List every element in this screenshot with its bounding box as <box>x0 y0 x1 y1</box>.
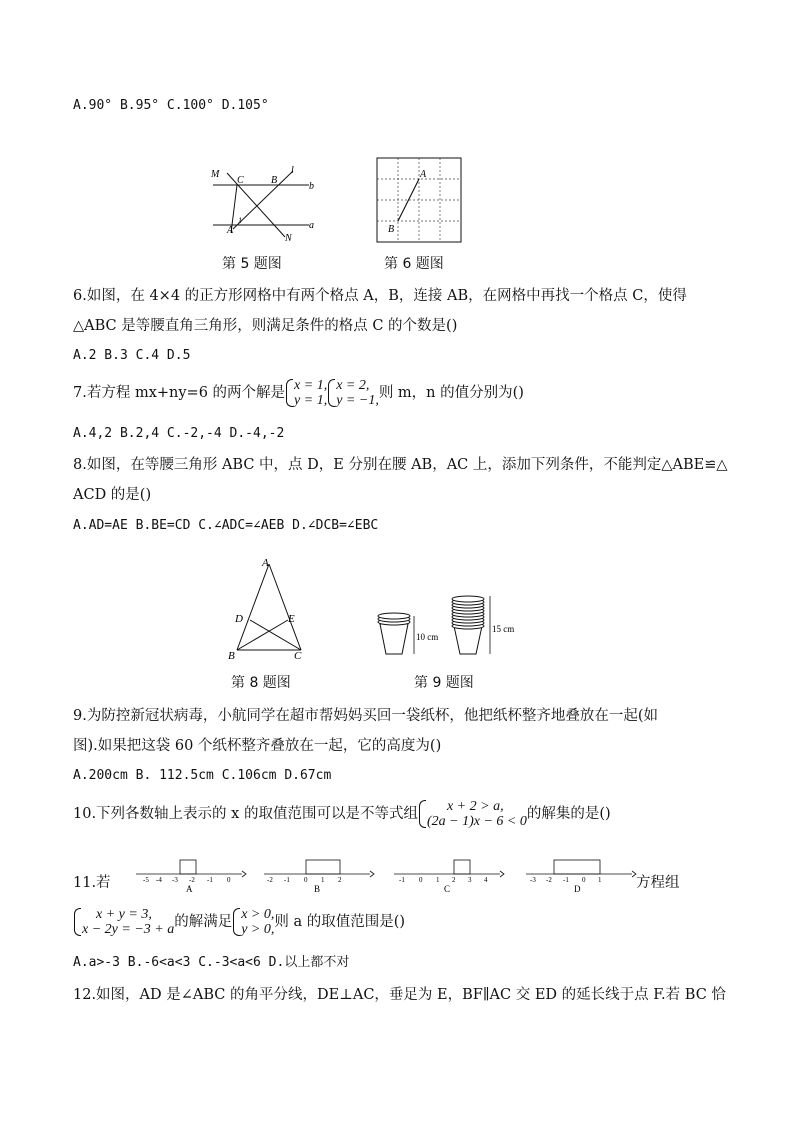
axis-d-tick-2: -1 <box>563 876 569 884</box>
fig5-label-l: l <box>291 165 294 176</box>
axis-a-tick-1: -4 <box>156 876 162 884</box>
axis-a-tick-5: 0 <box>227 876 231 884</box>
q6-line-1: 6.如图，在 4×4 的正方形网格中有两个格点 A，B，连接 AB，在网格中再找一个格点 C，使得 <box>73 288 687 304</box>
axis-a-tick-0: -5 <box>143 876 149 884</box>
figure-9-caption: 第 9 题图 <box>414 675 474 691</box>
axis-d-tick-4: 1 <box>598 876 602 884</box>
q7-suffix: 则 m，n 的值分别为() <box>378 385 524 401</box>
q11-system-line <box>73 907 405 937</box>
number-line-d <box>524 856 636 896</box>
fig8-label-b: B <box>228 650 235 662</box>
q9-line-2: 图).如果把这袋 60 个纸杯整齐叠放在一起，它的高度为() <box>73 738 442 754</box>
fig5-label-n: N <box>285 233 292 244</box>
fig9-label-15cm: 15 cm <box>492 624 515 634</box>
axis-a-tick-2: -3 <box>172 876 178 884</box>
q7-stem <box>73 378 524 408</box>
fig5-label-a-line: a <box>309 220 314 231</box>
axis-c-tick-1: 0 <box>419 876 423 884</box>
fig5-label-c: C <box>237 175 244 186</box>
figure-6-caption: 第 6 题图 <box>384 256 444 272</box>
axis-d-tick-3: 0 <box>582 876 586 884</box>
axis-c-tick-2: 1 <box>436 876 440 884</box>
number-line-b <box>262 856 374 896</box>
figure-9-paper-cups <box>372 596 532 666</box>
axis-d-label: D <box>574 884 581 894</box>
number-line-a <box>134 856 246 896</box>
q10-suffix: 的解集的是() <box>526 806 611 822</box>
axis-a-tick-3: -2 <box>189 876 195 884</box>
fig8-label-d: D <box>235 613 243 625</box>
q10-prefix: 10.下列各数轴上表示的 x 的取值范围可以是不等式组 <box>73 806 418 822</box>
q11-options: A.a>-3 B.-6<a<3 C.-3<a<6 D.以上都不对 <box>73 955 350 970</box>
fig9-label-10cm: 10 cm <box>416 632 439 642</box>
number-line-c <box>392 856 504 896</box>
fig8-label-a: A <box>262 557 269 569</box>
q9-options: A.200cm B. 112.5cm C.106cm D.67cm <box>73 768 332 783</box>
fig5-label-angle-1: 1 <box>238 216 242 225</box>
q8-line-2: ACD 的是() <box>73 487 152 503</box>
axis-c-tick-0: -1 <box>399 876 405 884</box>
q7-options: A.4,2 B.2,4 C.-2,-4 D.-4,-2 <box>73 426 285 441</box>
q11-suffix: 方程组 <box>636 875 680 891</box>
figure-8-isosceles-triangle <box>225 552 315 662</box>
q8-options: A.AD=AE B.BE=CD C.∠ADC=∠AEB D.∠DCB=∠EBC <box>73 518 379 533</box>
q10-stem <box>73 799 611 829</box>
q11-equation-system: x + y = 3, x − 2y = −3 + a <box>73 907 174 937</box>
axis-c-label: C <box>444 884 451 894</box>
q7-prefix: 7.若方程 mx+ny=6 的两个解是 <box>73 385 286 401</box>
fig5-label-b: B <box>271 175 278 186</box>
fig6-label-b: B <box>388 224 395 235</box>
q7-solution-1: x = 1, y = 1, <box>285 378 327 408</box>
axis-b-tick-2: 0 <box>304 876 308 884</box>
axis-b-tick-4: 2 <box>338 876 342 884</box>
q11-tail: 则 a 的取值范围是() <box>274 914 406 930</box>
axis-a-tick-4: -1 <box>207 876 213 884</box>
axis-c-tick-4: 3 <box>468 876 472 884</box>
figure-5-parallel-lines <box>205 163 325 248</box>
q7-solution-2: x = 2, y = −1, <box>327 378 379 408</box>
fig8-label-e: E <box>288 613 295 625</box>
axis-a-label: A <box>186 884 193 894</box>
axis-c-tick-5: 4 <box>484 876 488 884</box>
fig5-label-m: M <box>211 169 220 180</box>
figure-8-caption: 第 8 题图 <box>231 675 291 691</box>
q11-mid: 的解满足 <box>174 914 233 930</box>
axis-b-tick-1: -1 <box>284 876 290 884</box>
fig5-label-a-point: A <box>227 225 234 236</box>
q9-line-1: 9.为防控新冠状病毒，小航同学在超市帮妈妈买回一袋纸杯，他把纸杯整齐地叠放在一起(如 <box>73 708 658 724</box>
figure-5-caption: 第 5 题图 <box>222 256 282 272</box>
fig8-label-c: C <box>294 650 302 662</box>
axis-b-tick-0: -2 <box>267 876 273 884</box>
axis-c-tick-3: 2 <box>452 876 456 884</box>
axis-b-tick-3: 1 <box>321 876 325 884</box>
q6-options: A.2 B.3 C.4 D.5 <box>73 348 191 363</box>
q6-line-2: △ABC 是等腰直角三角形，则满足条件的格点 C 的个数是() <box>73 318 458 334</box>
q8-line-1: 8.如图，在等腰三角形 ABC 中，点 D，E 分别在腰 AB，AC 上，添加下列条件，不能判定△ABE≌△ <box>73 457 728 473</box>
q11-prefix: 11.若 <box>73 875 111 891</box>
fig5-label-b-line: b <box>309 181 314 192</box>
q10-inequality-system: x + 2 > a, (2a − 1)x − 6 < 0 <box>418 799 527 829</box>
axis-d-tick-0: -3 <box>530 876 536 884</box>
axis-d-tick-1: -2 <box>546 876 552 884</box>
q11-conditions: x > 0, y > 0, <box>232 907 274 937</box>
q4-options: A.90° B.95° C.100° D.105° <box>73 98 269 113</box>
q12-line-1: 12.如图，AD 是∠ABC 的角平分线，DE⊥AC，垂足为 E，BF∥AC 交 ED 的延长线于点 F.若 BC 恰 <box>73 987 726 1003</box>
figure-6-grid <box>376 157 466 247</box>
axis-b-label: B <box>314 884 321 894</box>
fig6-label-a: A <box>420 169 427 180</box>
